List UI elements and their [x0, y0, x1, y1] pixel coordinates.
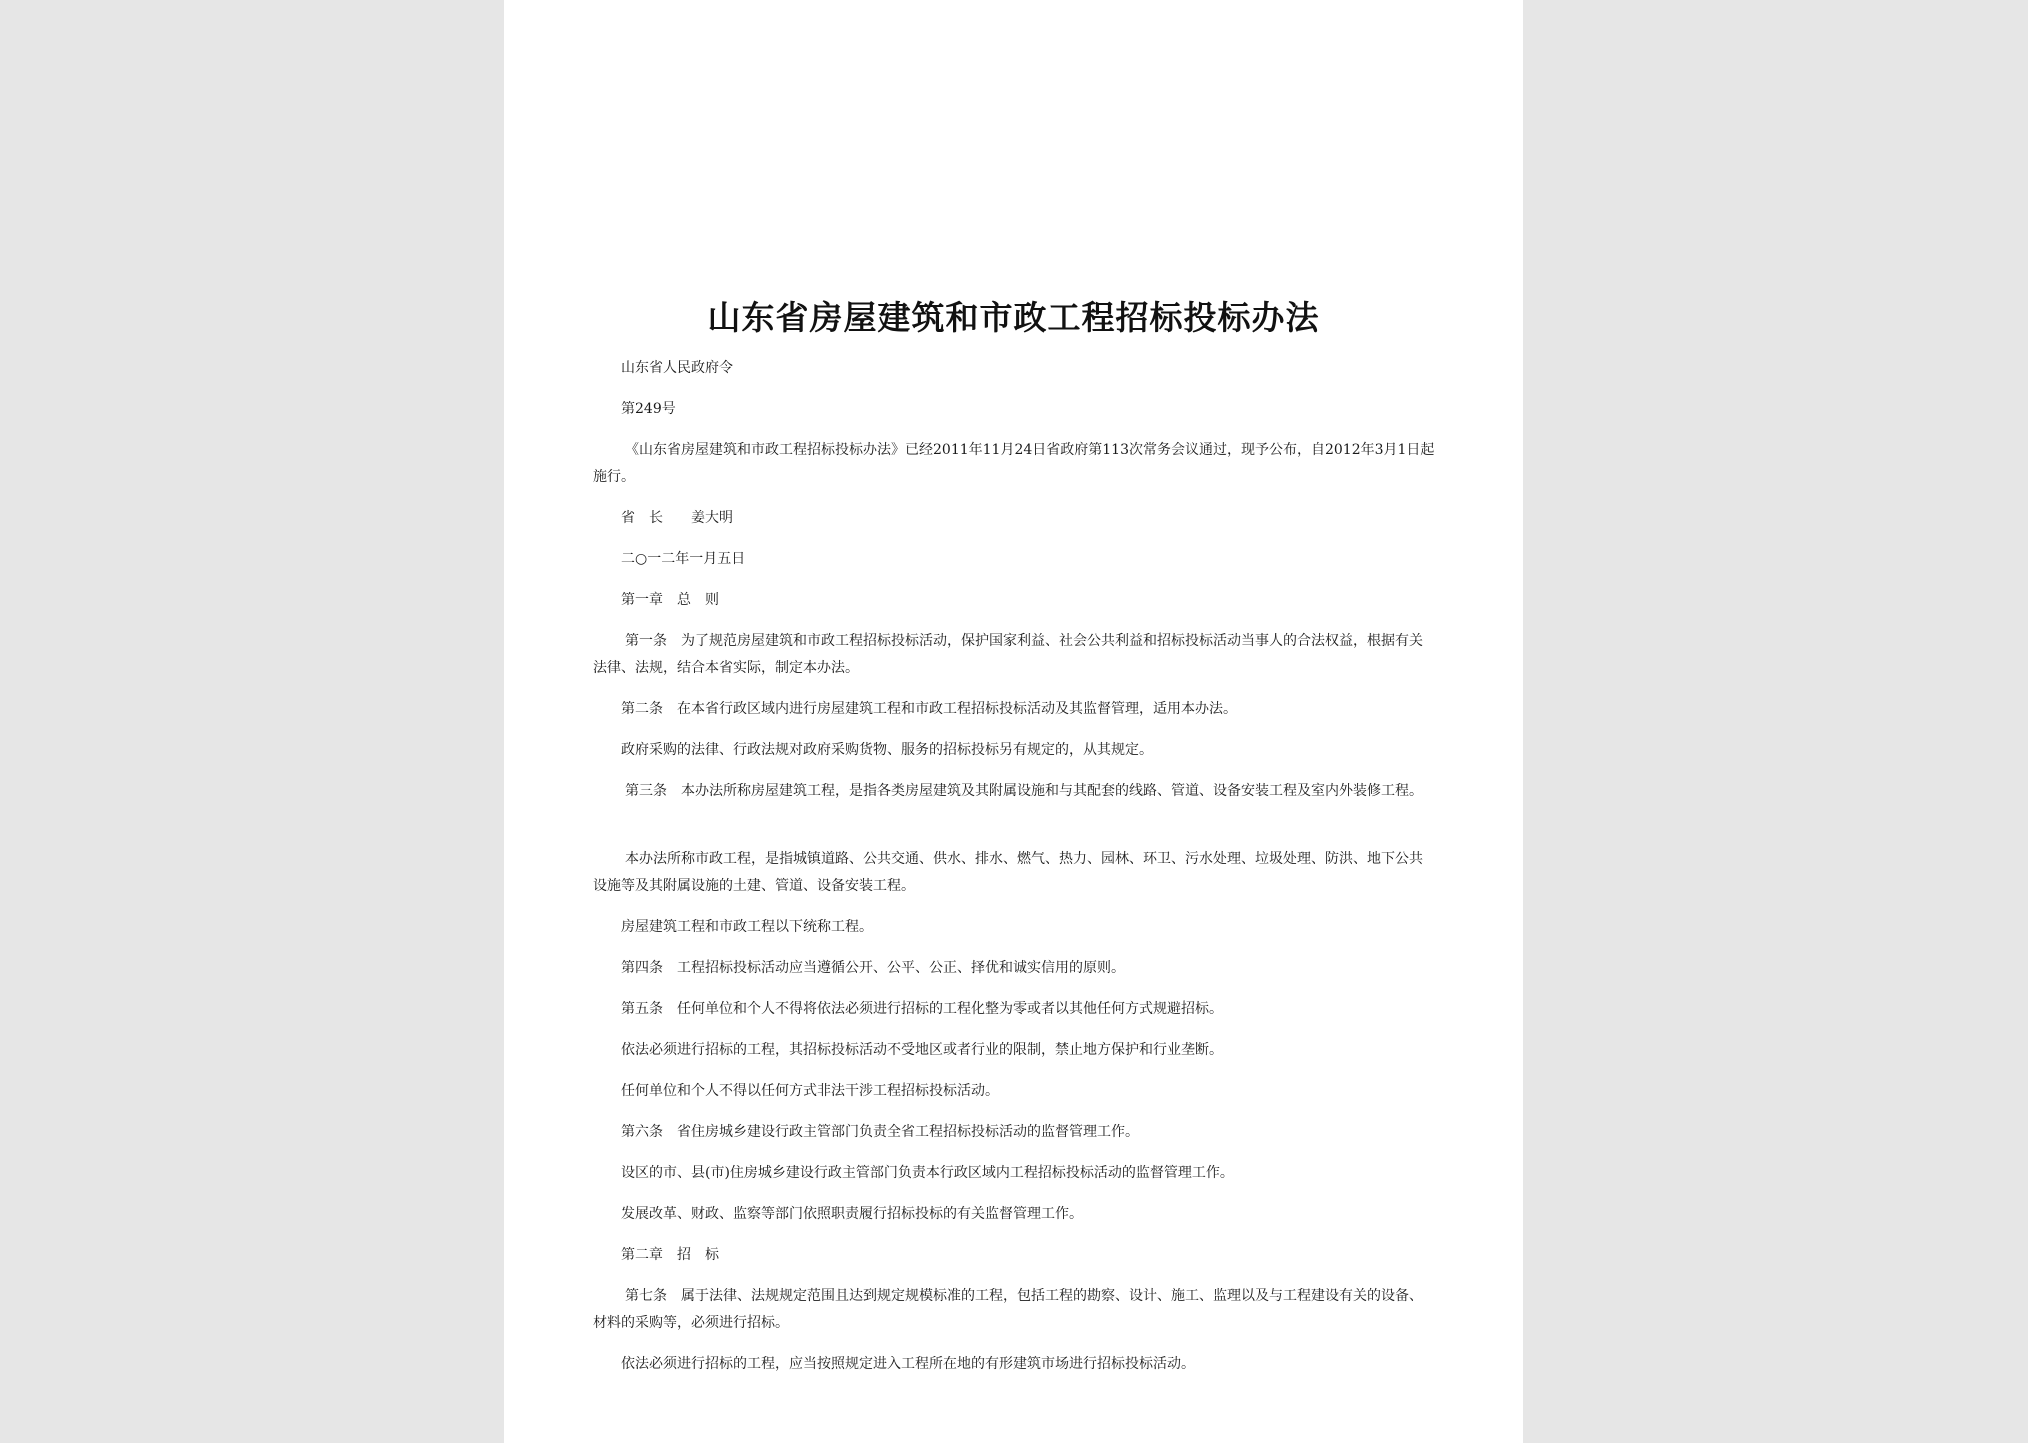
- article-paragraph: 依法必须进行招标的工程，其招标投标活动不受地区或者行业的限制，禁止地方保护和行业垄断。: [621, 1042, 1223, 1058]
- order-number: 第249号: [621, 401, 676, 417]
- chapter-heading: 第一章 总 则: [621, 592, 719, 608]
- document-title: 山东省房屋建筑和市政工程招标投标办法: [707, 298, 1320, 337]
- article-paragraph: 任何单位和个人不得以任何方式非法干涉工程招标投标活动。: [621, 1083, 999, 1099]
- article-paragraph: 第四条 工程招标投标活动应当遵循公开、公平、公正、择优和诚实信用的原则。: [621, 960, 1125, 976]
- signatory-line: 省 长 姜大明: [621, 510, 733, 526]
- article-paragraph: 房屋建筑工程和市政工程以下统称工程。: [621, 919, 873, 935]
- article-paragraph: 第三条 本办法所称房屋建筑工程，是指各类房屋建筑及其附属设施和与其配套的线路、管道、设备安装工程及室内外装修工程。: [625, 783, 1423, 799]
- preamble-paragraph: 《山东省房屋建筑和市政工程招标投标办法》已经2011年11月24日省政府第113次常务会议通过，现予公布，自2012年3月1日起施行。: [593, 442, 1435, 485]
- article-paragraph: 设区的市、县(市)住房城乡建设行政主管部门负责本行政区域内工程招标投标活动的监督管理工作。: [621, 1165, 1234, 1181]
- article-paragraph: 第五条 任何单位和个人不得将依法必须进行招标的工程化整为零或者以其他任何方式规避招标。: [621, 1001, 1223, 1017]
- article-paragraph: 第七条 属于法律、法规规定范围且达到规定规模标准的工程，包括工程的勘察、设计、施工、监理以及与工程建设有关的设备、材料的采购等，必须进行招标。: [593, 1288, 1423, 1331]
- issuer-line: 山东省人民政府令: [621, 360, 733, 376]
- issue-date: 二○一二年一月五日: [621, 551, 746, 567]
- article-paragraph: 第六条 省住房城乡建设行政主管部门负责全省工程招标投标活动的监督管理工作。: [621, 1124, 1139, 1140]
- article-paragraph: 依法必须进行招标的工程，应当按照规定进入工程所在地的有形建筑市场进行招标投标活动。: [621, 1356, 1195, 1372]
- document-page: [504, 0, 1523, 1443]
- article-paragraph: 政府采购的法律、行政法规对政府采购货物、服务的招标投标另有规定的，从其规定。: [621, 742, 1153, 758]
- chapter-heading: 第二章 招 标: [621, 1247, 719, 1263]
- article-paragraph: 第一条 为了规范房屋建筑和市政工程招标投标活动，保护国家利益、社会公共利益和招标投标活动当事人的合法权益，根据有关法律、法规，结合本省实际，制定本办法。: [593, 633, 1423, 676]
- article-paragraph: 本办法所称市政工程，是指城镇道路、公共交通、供水、排水、燃气、热力、园林、环卫、污水处理、垃圾处理、防洪、地下公共设施等及其附属设施的土建、管道、设备安装工程。: [593, 851, 1423, 894]
- article-paragraph: 第二条 在本省行政区域内进行房屋建筑工程和市政工程招标投标活动及其监督管理，适用本办法。: [621, 701, 1237, 717]
- article-paragraph: 发展改革、财政、监察等部门依照职责履行招标投标的有关监督管理工作。: [621, 1206, 1083, 1222]
